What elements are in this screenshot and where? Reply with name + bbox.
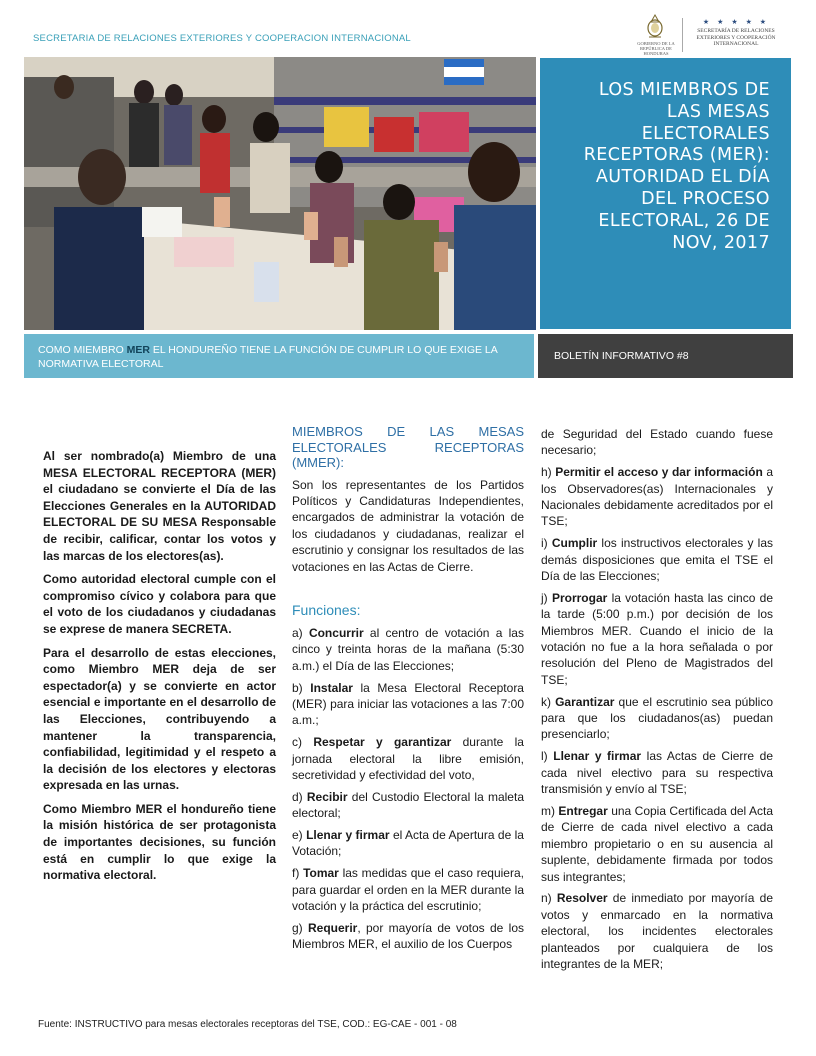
item-text: la votación hasta las cinco de la tarde (5:00 p.m.) por decisión de los Miembros MER. Cuando el inicio de la votación no fue a la hora señalada o por resolución del Pleno de Magistrados del TSE;: [541, 590, 773, 687]
item-prefix: e): [292, 827, 307, 842]
org-name: SECRETARIA DE RELACIONES EXTERIORES Y COOPERACION INTERNACIONAL: [33, 33, 411, 44]
column-3: [541, 426, 773, 978]
item-verb: Respetar y garantizar: [313, 735, 452, 750]
function-item: [541, 535, 773, 584]
bulletin-banner: [538, 334, 793, 378]
item-verb: Requerir: [308, 920, 358, 935]
subtitle-text: [38, 343, 520, 371]
item-text: que el escrutinio sea público para que los ciudadanos(as) puedan presenciarlo;: [541, 694, 773, 742]
item-prefix: a): [292, 625, 309, 640]
source-footnote: Fuente: INSTRUCTIVO para mesas electorales receptoras del TSE, COD.: EG-CAE - 001 - 08: [38, 1019, 457, 1030]
item-prefix: f): [292, 866, 304, 881]
item-verb: Instalar: [310, 680, 353, 695]
item-text: del Custodio Electoral la maleta electoral;: [292, 789, 524, 821]
col1-paragraph: Al ser nombrado(a) Miembro de una MESA ELECTORAL RECEPTORA (MER) el ciudadano se convierte el Día de las Elecciones Generales en la AUTORIDAD ELECTORAL DE SU MESA Responsable de recibir, calificar, contar los votos y las marcas de los electores(as).: [43, 449, 276, 563]
coat-of-arms-icon: [646, 14, 664, 40]
function-item: [541, 694, 773, 743]
header-logos: [632, 14, 782, 56]
item-verb: Permitir el acceso y dar información: [555, 465, 763, 480]
continuation-text: de Seguridad del Estado cuando fuese necesario;: [541, 427, 773, 458]
item-text: el Acta de Apertura de la Votación;: [292, 827, 524, 859]
subtitle-banner: [24, 334, 534, 378]
item-verb: Concurrir: [308, 625, 364, 640]
functions-heading: Funciones:: [292, 601, 361, 618]
item-verb: Resolver: [556, 891, 608, 906]
polling-station-photo: [24, 57, 536, 330]
subtitle-bold: MER: [126, 344, 151, 356]
item-verb: Cumplir: [551, 536, 598, 551]
item-prefix: c): [292, 735, 314, 750]
item-prefix: j): [541, 590, 552, 605]
honduras-seal-logo: [636, 14, 674, 56]
function-item: [292, 734, 524, 783]
item-prefix: k): [541, 694, 556, 709]
item-prefix: m): [541, 803, 559, 818]
item-text: , por mayoría de votos de los Miembros MER, el auxilio de los Cuerpos: [292, 920, 524, 952]
item-text: las medidas que el caso requiera, para guardar el orden en la MER durante la votación y la práctica del escrutinio;: [292, 866, 524, 913]
item-prefix: h): [541, 465, 556, 480]
item-text: durante la jornada electoral la libre emisión, secretividad y efectividad del voto,: [292, 735, 524, 782]
item-verb: Prorrogar: [551, 590, 608, 605]
function-item: [292, 827, 524, 860]
item-text: a los Observadores(as) Internacionales y Nacionales debidamente acreditados por el TSE;: [541, 465, 773, 529]
item-verb: Llenar y firmar: [553, 749, 642, 764]
function-item: [541, 748, 773, 797]
item-prefix: d): [292, 789, 307, 804]
function-item: [292, 625, 524, 674]
subtitle-part-2: EL HONDUREÑO TIENE LA FUNCIÓN DE CUMPLIR LO QUE EXIGE LA NORMATIVA ELECTORAL: [38, 344, 498, 370]
item-verb: Entregar: [558, 803, 608, 818]
stars-icon: ★ ★ ★ ★ ★: [702, 19, 770, 26]
item-prefix: l): [541, 749, 554, 764]
column-2: [292, 424, 524, 958]
item-prefix: g): [292, 920, 308, 935]
item-verb: Llenar y firmar: [306, 827, 390, 842]
item-prefix: i): [541, 536, 552, 551]
item-text: los instructivos electorales y las demás disposiciones que emita el TSE el Día de las Elecciones;: [541, 536, 773, 584]
function-item: [541, 803, 773, 885]
item-text: una Copia Certificada del Acta de Cierre de cada nivel electivo a cada miembro propietario o en su ausencia al suplente, debidamente firmada por todos sus integrantes;: [541, 803, 774, 884]
intro-paragraph: Son los representantes de los Partidos Políticos y Candidaturas Independientes, encargados de administrar la votación de los ciudadanos y ciudadanas, realizar el escrutinio y consignar los resultados de las votaciones en las Actas de Cierre.: [292, 477, 524, 574]
function-item: [292, 789, 524, 822]
logo-divider: [682, 18, 683, 52]
function-item: [541, 590, 773, 688]
item-text: de inmediato por mayoría de votos y enmarcado en la normativa electoral, los incidentes electorales planteados por cualquiera de los integrantes de la MER;: [541, 891, 773, 971]
section-heading: MIEMBROS DE LAS MESAS ELECTORALES RECEPTORAS (MMER):: [292, 424, 524, 470]
item-text: las Actas de Cierre de cada nivel electivo para su respectiva transmisión y envío al TSE;: [541, 749, 773, 797]
col1-paragraph: Como autoridad electoral cumple con el compromiso cívico y colabora para que el voto de los ciudadanos y ciudadanas se exprese de manera SECRETA.: [43, 572, 276, 636]
item-text: la Mesa Electoral Receptora (MER) para iniciar las votaciones a las 7:00 a.m.;: [292, 680, 524, 728]
col1-paragraph: Como Miembro MER el hondureño tiene la misión histórica de ser protagonista de importantes decisiones, su función está en cumplir lo que exige la normativa electoral.: [43, 801, 276, 883]
column-1: [43, 448, 276, 891]
function-item: [541, 890, 773, 972]
title-box: [540, 58, 791, 329]
col1-paragraph: Para el desarrollo de estas elecciones, como Miembro MER deja de ser espectador(a) y se convierte en actor esencial e importante en el desarrollo de las Elecciones, contribuyendo a mantener la transparencia, confiabilidad, legitimidad y el respeto a la decisión de los electores y electoras expresada en las urnas.: [43, 645, 276, 793]
item-verb: Recibir: [306, 789, 348, 804]
subtitle-part-1: COMO MIEMBRO: [38, 344, 127, 356]
bulletin-number: BOLETÍN INFORMATIVO #8: [554, 350, 689, 362]
item-prefix: n): [541, 891, 557, 906]
function-item: [292, 865, 524, 914]
sre-logo: [688, 18, 784, 48]
page-title: LOS MIEMBROS DE LAS MESAS ELECTORALES RECEPTORAS (MER): AUTORIDAD EL DÍA DEL PROCESO ELECTORAL, 26 DE NOV, 2017: [583, 80, 770, 253]
item-verb: Tomar: [303, 866, 339, 881]
function-item: [541, 464, 773, 530]
sre-caption: SECRETARÍA DE RELACIONES EXTERIORES Y COOPERACIÓN INTERNACIONAL: [696, 28, 776, 47]
item-prefix: b): [292, 680, 311, 695]
function-item: [292, 680, 524, 729]
photo-illustration: [24, 57, 536, 330]
item-text: al centro de votación a las cinco y treinta horas de la mañana (5:30 a.m.) el Día de las Elecciones;: [292, 625, 524, 673]
function-item: [292, 920, 524, 953]
seal-caption: GOBIERNO DE LA REPÚBLICA DE HONDURAS: [637, 41, 675, 56]
item-verb: Garantizar: [555, 694, 615, 709]
